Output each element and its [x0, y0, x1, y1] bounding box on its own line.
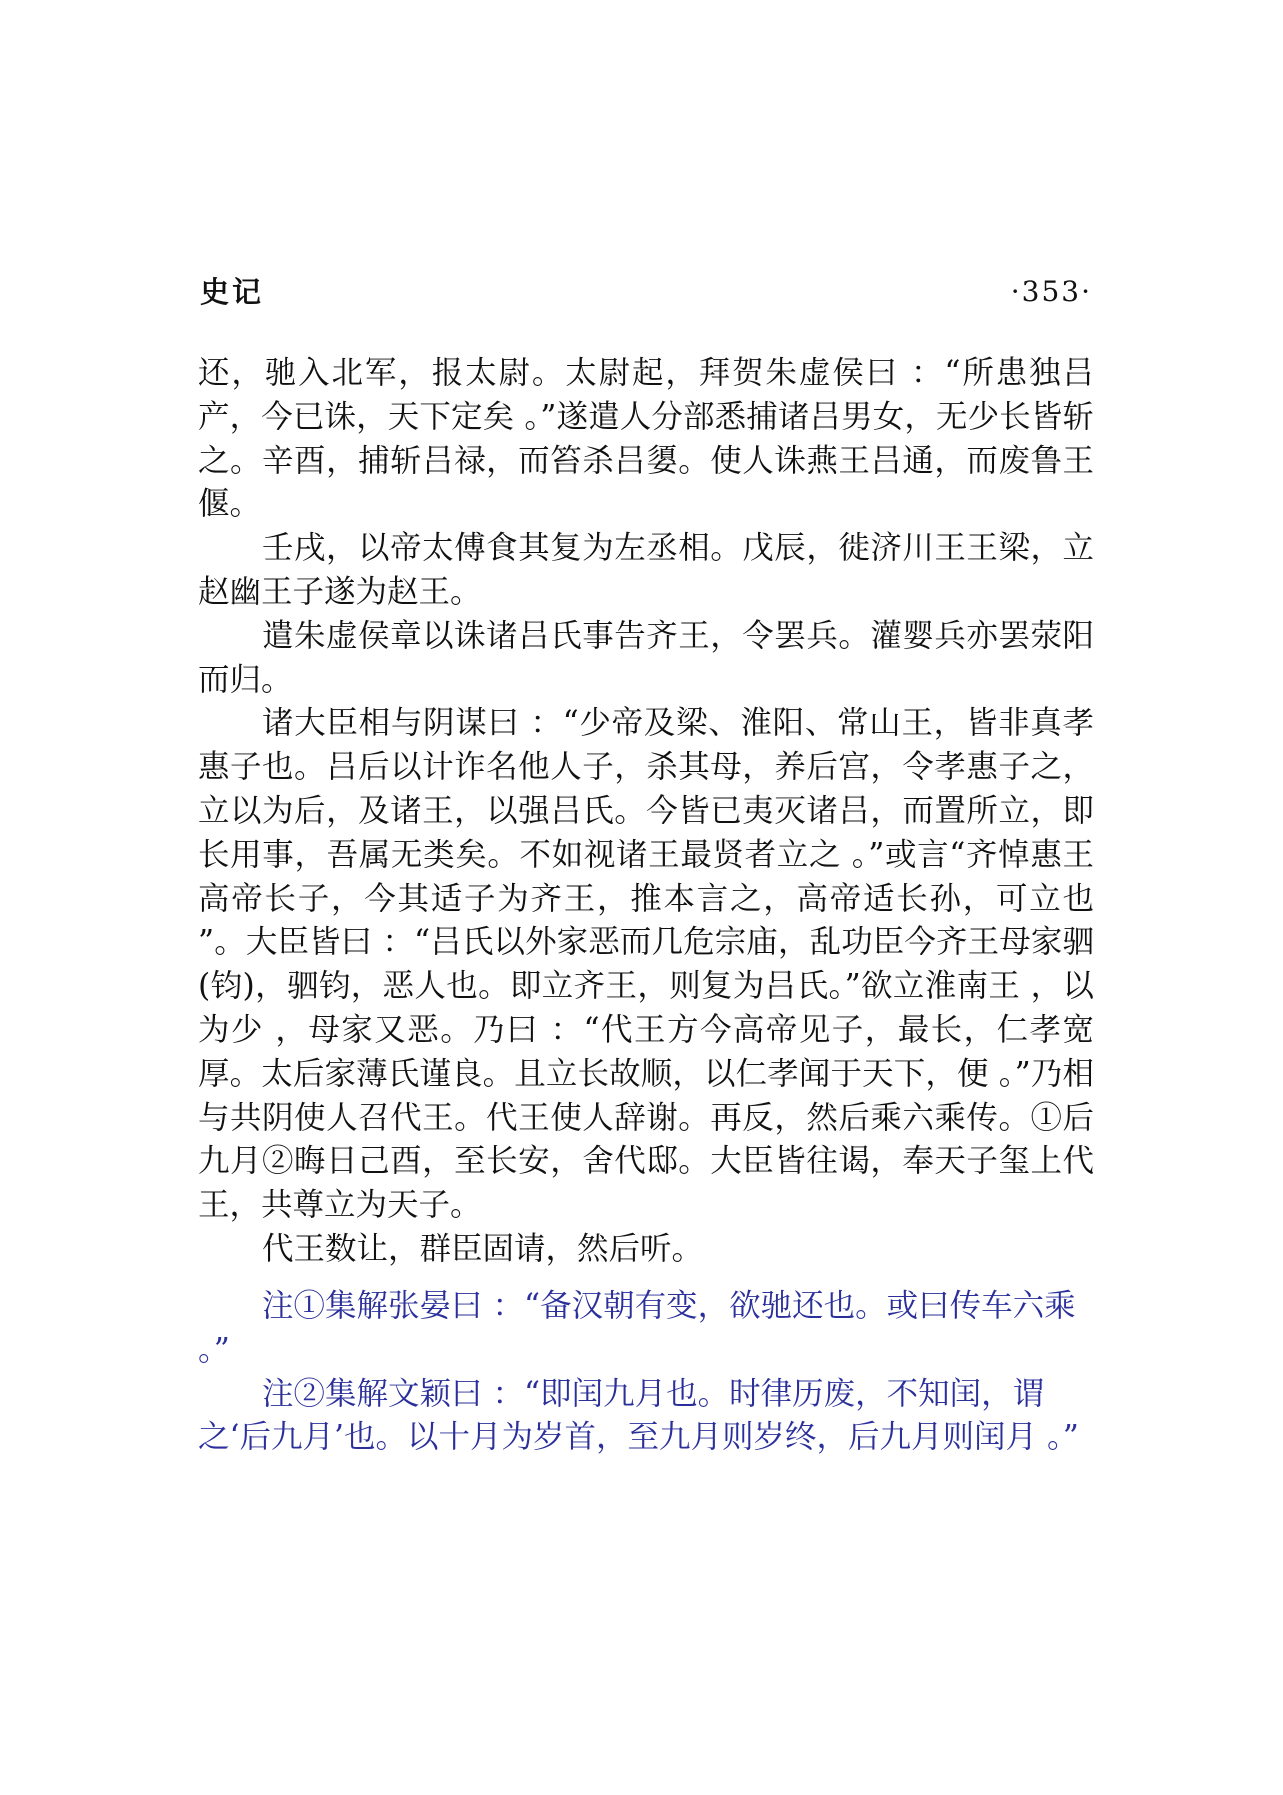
book-title: 史记 [200, 275, 265, 309]
paragraph: 诸大臣相与阴谋曰 ：“少帝及梁、淮阳、常山王，皆非真孝惠子也。吕后以计诈名他人子，杀其母，养后宫，令孝惠子之，立以为后，及诸王，以强吕氏。今皆已夷灭诸吕，而置所立，即长用事，吾属无类矣。不如视诸王最贤者立之 。”或言“齐悼惠王高帝长子，今其适子为齐王，推本言之，高帝适长孙，可立也 ”。大臣皆曰 ：“吕氏以外家恶而几危宗庙，乱功臣今齐王母家驷(钧)，驷钧，恶人也。即立齐王，则复为吕氏。”欲立淮南王 ，以为少 ，母家又恶。乃曰 ：“代王方今高帝见子，最长，仁孝宽厚。太后家薄氏谨良。且立长故顺，以仁孝闻于天下，便 。”乃相与共阴使人召代王。代王使人辞谢。再反，然后乘六乘传。①后九月②晦日己酉，至长安，舍代邸。大臣皆往谒，奉天子玺上代王，共尊立为天子。 [198, 705, 1094, 1224]
annotation-note: 注②集解文颖曰 ：“即闰九月也。时律历废，不知闰，谓之‘后九月’也。以十月为岁首，至九月则岁终，后九月则闰月 。” [198, 1375, 1079, 1456]
paragraph: 代王数让，群臣固请，然后听。 [262, 1230, 704, 1267]
paragraph: 壬戌，以帝太傅食其复为左丞相。戊辰，徙济川王王梁，立赵幽王子遂为赵王。 [198, 530, 1094, 610]
annotation-notes [198, 1285, 1094, 1460]
main-text [198, 352, 1094, 1272]
annotation-note: 注①集解张晏曰 ：“备汉朝有变，欲驰还也。或曰传车六乘 。” [198, 1288, 1076, 1368]
page-header [200, 270, 1092, 314]
page-number: ·353· [1010, 275, 1092, 308]
paragraph: 遣朱虚侯章以诛诸吕氏事告齐王，令罢兵。灌婴兵亦罢荥阳而归。 [198, 617, 1094, 698]
paragraph: 还，驰入北军，报太尉。太尉起，拜贺朱虚侯曰 ：“所患独吕产，今已诛，天下定矣 。”遂遣人分部悉捕诸吕男女，无少长皆斩之。辛酉，捕斩吕禄，而笞杀吕嬃。使人诛燕王吕通，而废鲁王偃。 [198, 355, 1094, 523]
